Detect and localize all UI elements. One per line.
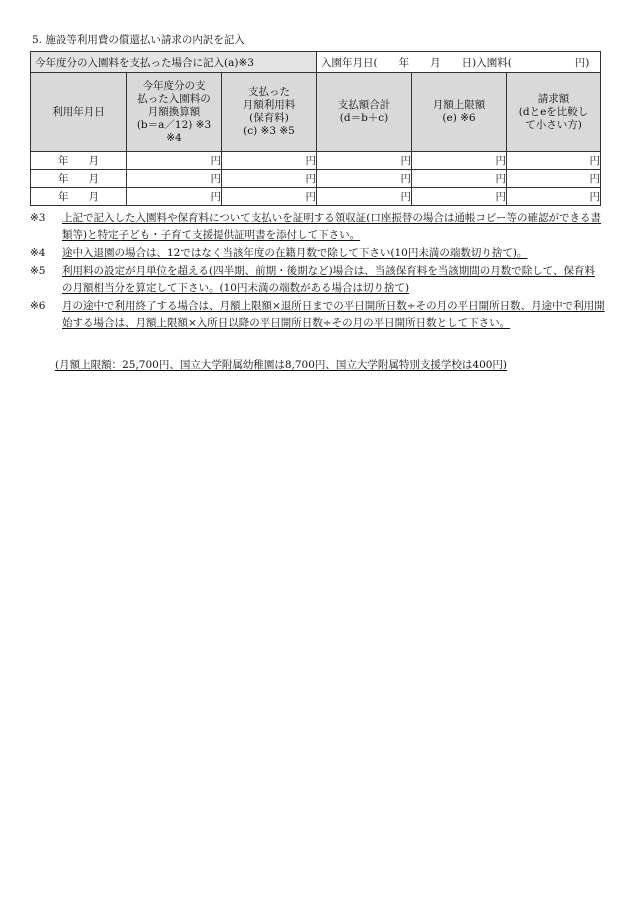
note-6 [30, 298, 605, 332]
header-monthly-fee: 支払った 月額利用料 (保育料) (c) ※3 ※5 [222, 73, 317, 152]
header-total-paid: 支払額合計 (d＝b＋c) [317, 73, 412, 152]
header-usage-month: 利用年月日 [31, 73, 127, 152]
note-mark: ※5 [30, 265, 46, 277]
monthly-fee-field[interactable]: 円 [222, 188, 317, 206]
note-4 [30, 245, 605, 262]
claim-amount-field[interactable]: 円 [507, 170, 601, 188]
monthly-fee-field[interactable]: 円 [222, 170, 317, 188]
notes-list [30, 210, 605, 333]
note-mark: ※4 [30, 247, 46, 259]
monthly-admission-field[interactable]: 円 [127, 170, 222, 188]
reimbursement-table [30, 51, 601, 206]
total-paid-field[interactable]: 円 [317, 188, 412, 206]
monthly-limit-note: (月額上限額：25,700円、国立大学附属幼稚園は8,700円、国立大学附属特別支援学校は400円) [55, 359, 508, 371]
header-monthly-limit: 月額上限額 (e) ※6 [412, 73, 507, 152]
monthly-limit-field[interactable]: 円 [412, 152, 507, 170]
note-text: 月の途中で利用終了する場合は、月額上限額×退所日までの平日開所日数÷その月の平日開所日数、月途中で利用開始する場合は、月額上限額×入所日以降の平日開所日数÷その月の平日開所日数として下さい。 [62, 300, 605, 329]
monthly-admission-field[interactable]: 円 [127, 152, 222, 170]
section-title: 5. 施設等利用費の償還払い請求の内訳を記入 [32, 34, 245, 46]
usage-month-field[interactable]: 年 月 [31, 188, 127, 206]
header-monthly-admission: 今年度分の支 払った入園料の 月額換算額 (b＝a／12) ※3 ※4 [127, 73, 222, 152]
admission-fee-label: 今年度分の入園料を支払った場合に記入(a)※3 [31, 52, 317, 73]
claim-amount-field[interactable]: 円 [507, 188, 601, 206]
total-paid-field[interactable]: 円 [317, 170, 412, 188]
total-paid-field[interactable]: 円 [317, 152, 412, 170]
monthly-admission-field[interactable]: 円 [127, 188, 222, 206]
monthly-limit-field[interactable]: 円 [412, 170, 507, 188]
note-mark: ※3 [30, 212, 46, 224]
note-text: 途中入退園の場合は、12ではなく当該年度の在籍月数で除して下さい(10円未満の端数切り捨て)。 [62, 247, 528, 259]
note-mark: ※6 [30, 300, 46, 312]
table-row [31, 188, 601, 206]
note-3 [30, 210, 605, 244]
table-row [31, 170, 601, 188]
admission-date-fee-field[interactable]: 入園年月日( 年 月 日)入園料( 円) [317, 52, 601, 73]
note-5 [30, 263, 605, 297]
usage-month-field[interactable]: 年 月 [31, 170, 127, 188]
note-text: 上記で記入した入園料や保育料について支払いを証明する領収証(口座振替の場合は通帳コピー等の確認ができる書類等)と特定子ども・子育て支援提供証明書を添付して下さい。 [62, 212, 601, 241]
note-text: 利用料の設定が月単位を超える(四半期、前期・後期など)場合は、当該保育料を当該期間の月数で除して、保育料の月額相当分を算定して下さい。(10円未満の端数がある場合は切り捨て) [62, 265, 595, 294]
monthly-fee-field[interactable]: 円 [222, 152, 317, 170]
claim-amount-field[interactable]: 円 [507, 152, 601, 170]
monthly-limit-field[interactable]: 円 [412, 188, 507, 206]
usage-month-field[interactable]: 年 月 [31, 152, 127, 170]
table-row [31, 152, 601, 170]
header-claim-amount: 請求額 (dとeを比較し て小さい方) [507, 73, 601, 152]
